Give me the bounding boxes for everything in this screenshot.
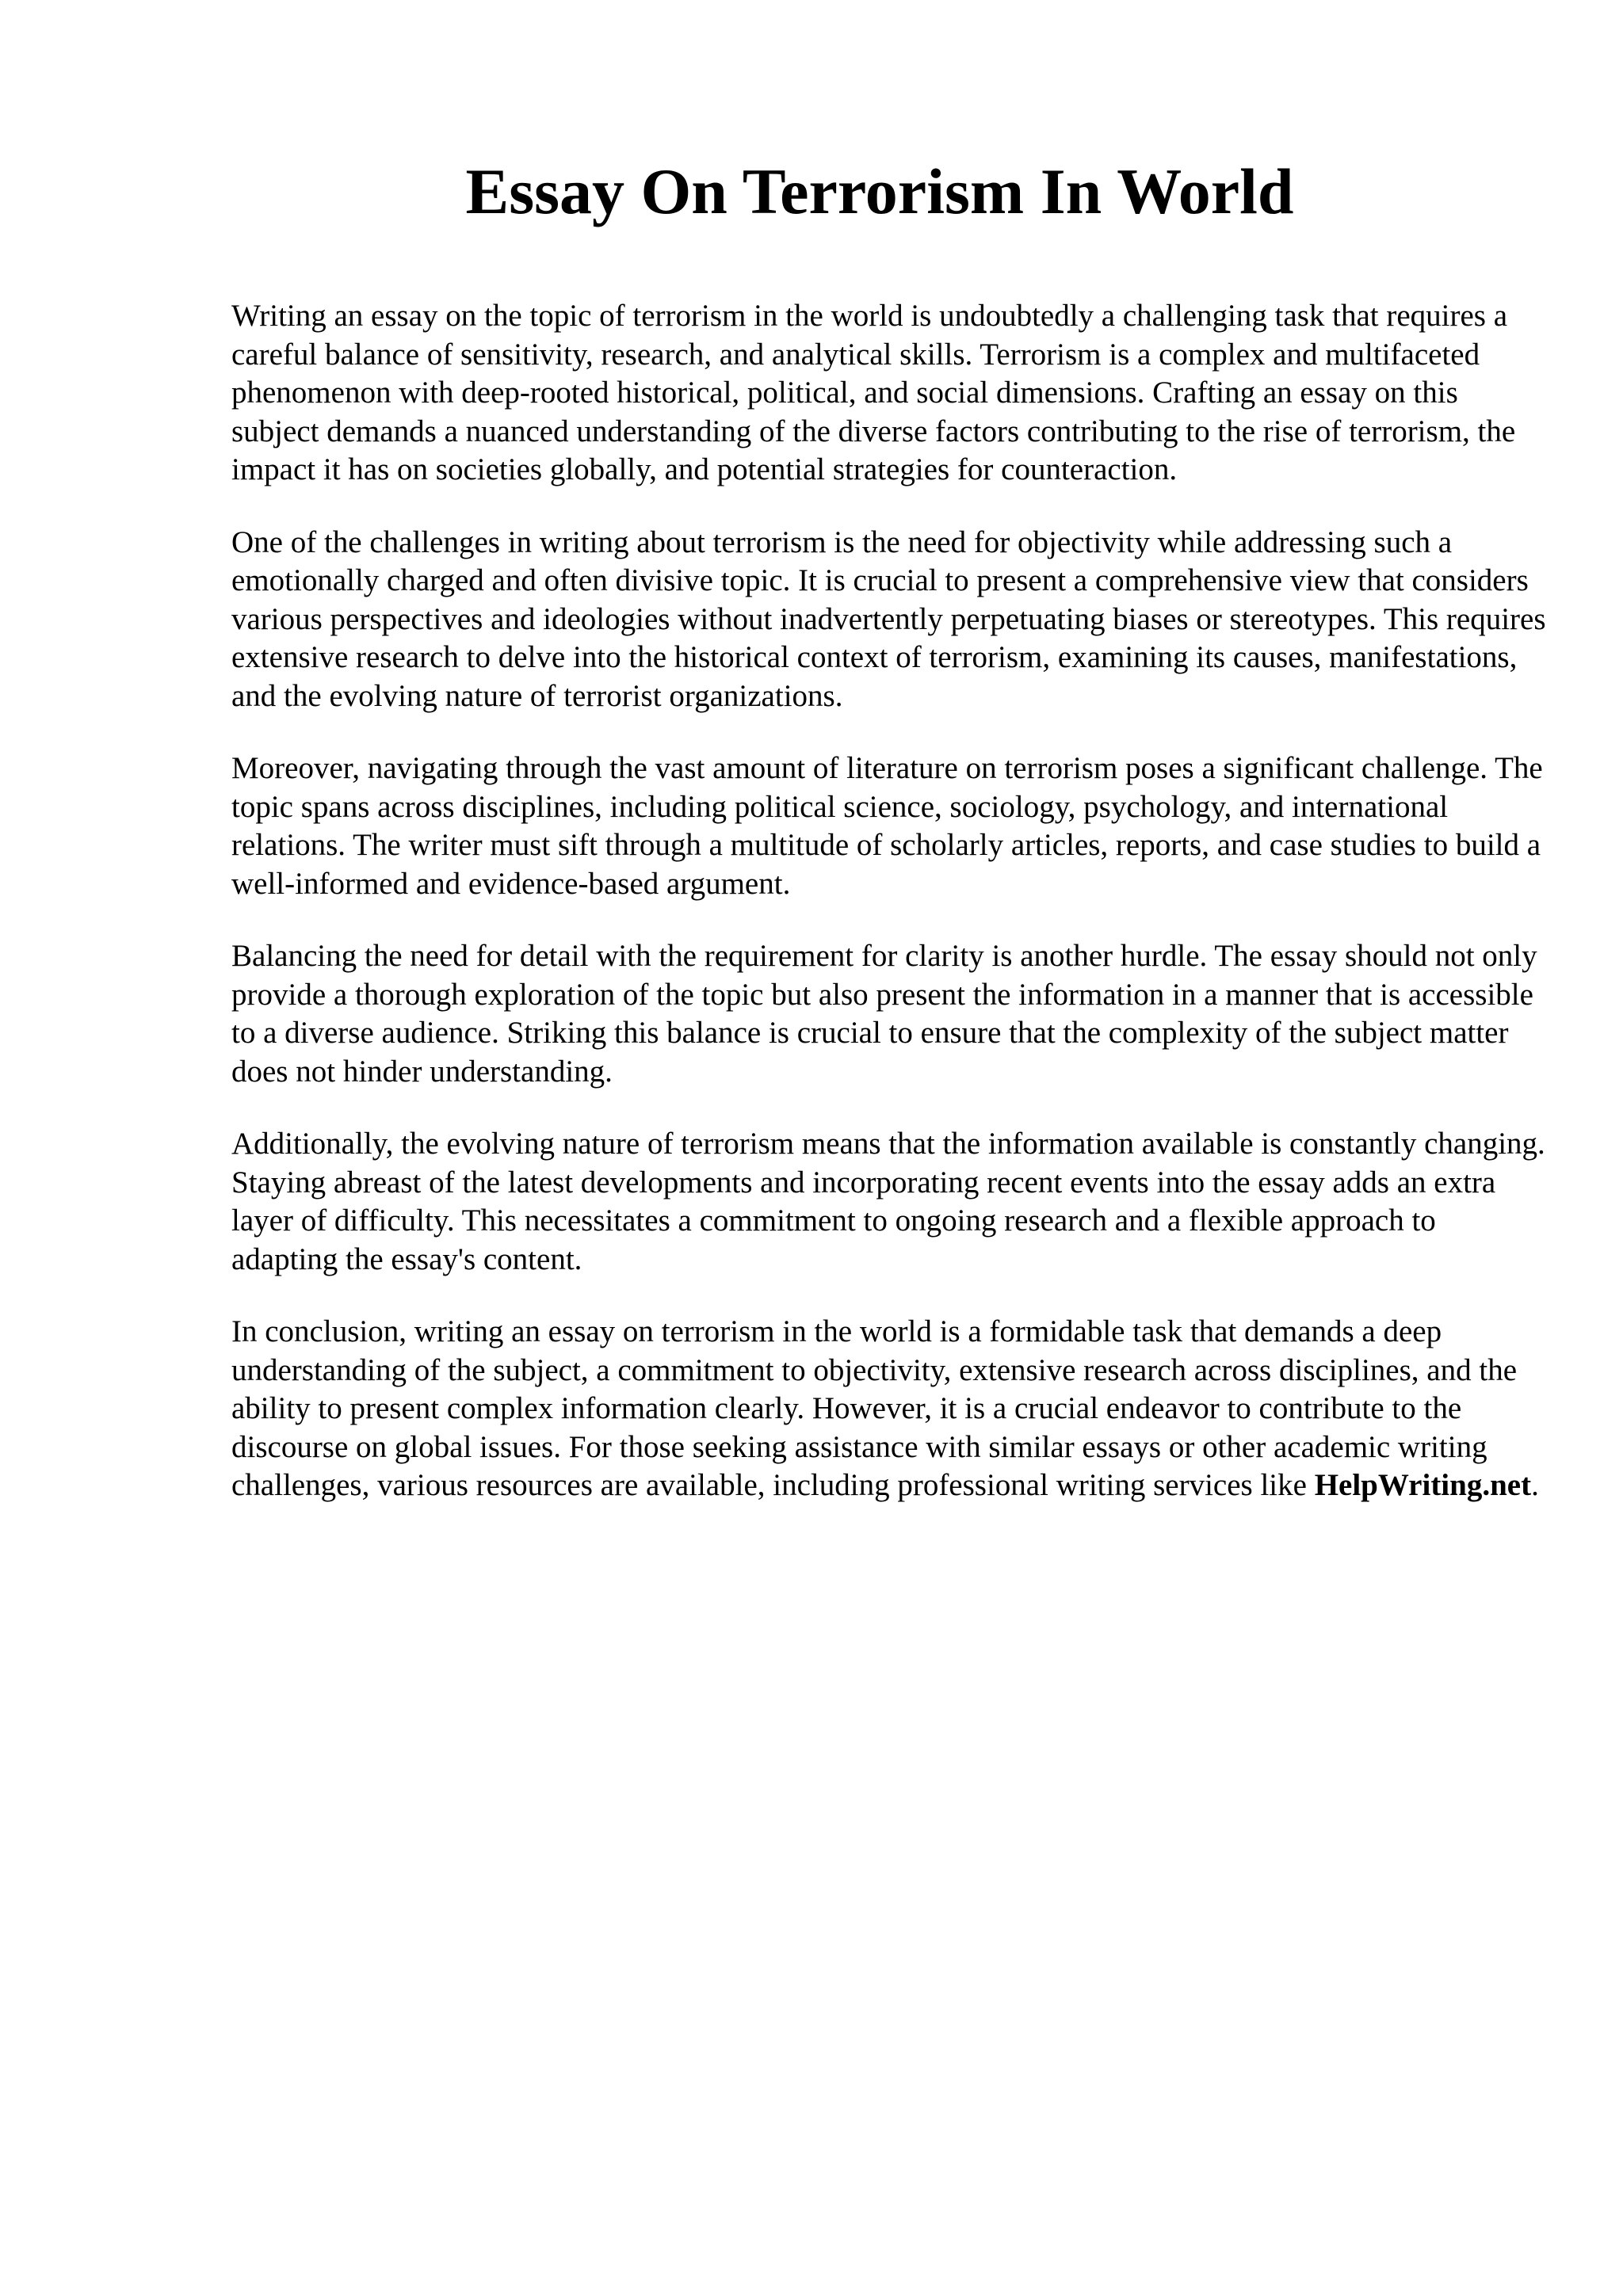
- document-body: [231, 297, 1547, 1539]
- document-title: Essay On Terrorism In World: [465, 155, 1294, 227]
- paragraph-2: One of the challenges in writing about terrorism is the need for objectivity while addressing such a emotionally charged and often divisive topic. It is crucial to present a comprehensive view that considers various perspectives and ideologies without inadvertently perpetuating biases or stereotypes. This requires extensive research to delve into the historical context of terrorism, examining its causes, manifestations, and the evolving nature of terrorist organizations.: [231, 524, 1546, 713]
- paragraph-5: Additionally, the evolving nature of terrorism means that the information available is constantly changing. Staying abreast of the latest developments and incorporating recent events into the essay adds an extra layer of difficulty. This necessitates a commitment to ongoing research and a flexible approach to adapting the essay's content.: [231, 1127, 1545, 1276]
- paragraph-4: Balancing the need for detail with the requirement for clarity is another hurdle. The essay should not only provide a thorough exploration of the topic but also present the information in a manner that is accessible to a diverse audience. Striking this balance is crucial to ensure that the complexity of the subject matter does not hinder understanding.: [231, 939, 1537, 1089]
- paragraph-1: Writing an essay on the topic of terrorism in the world is undoubtedly a challenging task that requires a careful balance of sensitivity, research, and analytical skills. Terrorism is a complex and multifaceted phenomenon with deep-rooted historical, political, and social dimensions. Crafting an essay on this subject demands a nuanced understanding of the diverse factors contributing to the rise of terrorism, the impact it has on societies globally, and potential strategies for counteraction.: [231, 299, 1516, 486]
- paragraph-3: Moreover, navigating through the vast amount of literature on terrorism poses a significant challenge. The topic spans across disciplines, including political science, sociology, psychology, and international relations. The writer must sift through a multitude of scholarly articles, reports, and case studies to build a well-informed and evidence-based argument.: [231, 751, 1543, 901]
- paragraph-conclusion: [231, 1313, 1547, 1505]
- conclusion-text: In conclusion, writing an essay on terrorism in the world is a formidable task that demands a deep understanding of the subject, a commitment to objectivity, extensive research across disciplines, and the ability to present complex information clearly. However, it is a crucial endeavor to contribute to the discourse on global issues. For those seeking assistance with similar essays or other academic writing challenges, various resources are available, including professional writing services like: [231, 1314, 1518, 1502]
- conclusion-period: .: [1531, 1468, 1539, 1502]
- helpwriting-link[interactable]: HelpWriting.net: [1314, 1468, 1532, 1502]
